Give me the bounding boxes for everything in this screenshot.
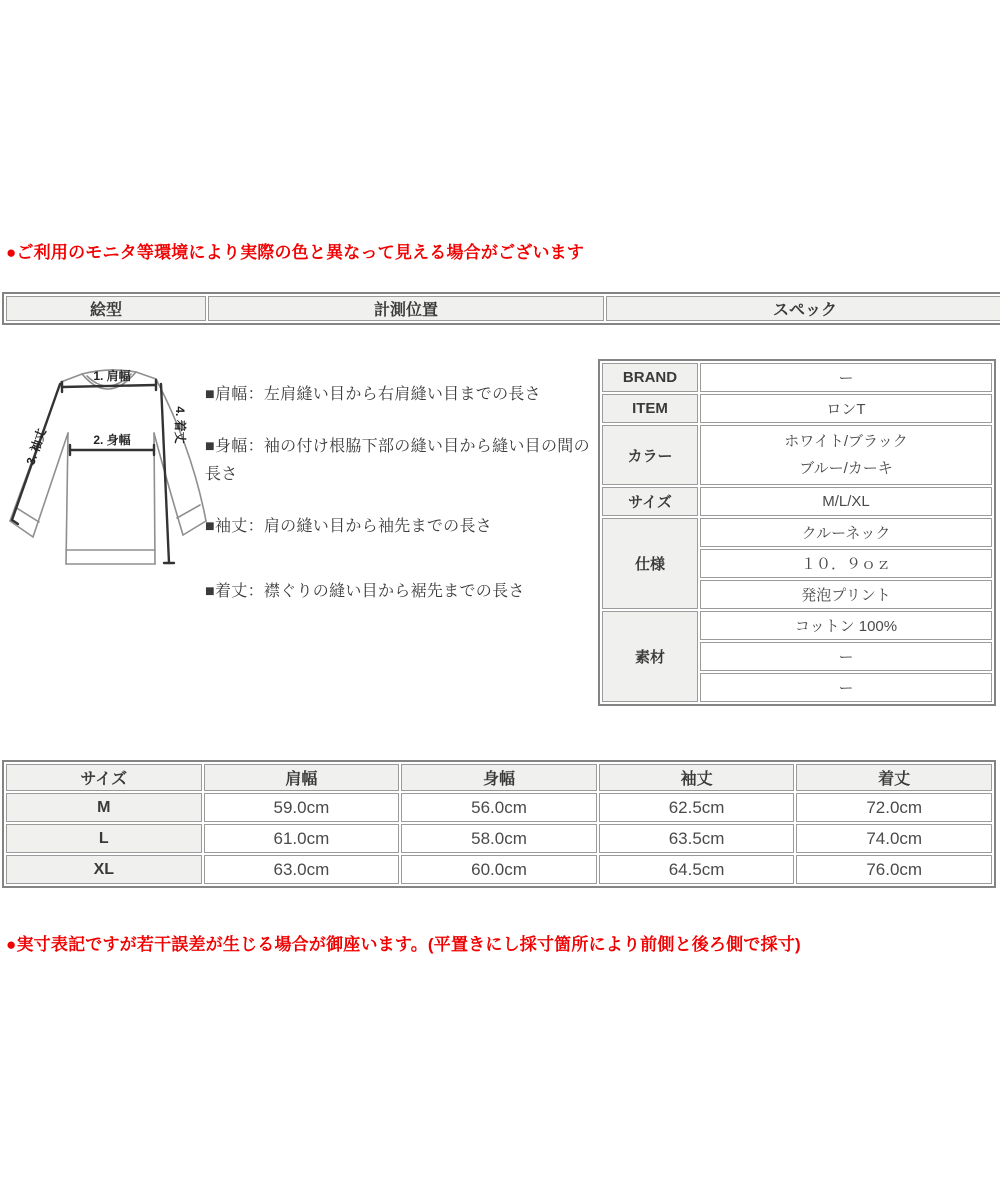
header-spec: スペック — [606, 296, 1000, 321]
spec-value-material-1: コットン 100% — [700, 611, 992, 640]
spec-value-material-2: ー — [700, 642, 992, 671]
column-header-table — [2, 292, 1000, 325]
spec-label-size: サイズ — [602, 487, 698, 516]
spec-label-brand: BRAND — [602, 363, 698, 392]
spec-label-item: ITEM — [602, 394, 698, 423]
spec-row-item — [602, 394, 992, 423]
spec-value-color — [700, 425, 992, 485]
spec-value-feature-3: 発泡プリント — [700, 580, 992, 609]
size-xl-body: 60.0cm — [401, 855, 597, 884]
label-garment-length: 4. 着丈 — [173, 406, 187, 444]
size-header-length: 着丈 — [796, 764, 992, 791]
size-row-xl — [6, 855, 992, 884]
shirt-outline — [10, 370, 206, 564]
shirt-measurement-diagram — [4, 353, 218, 583]
size-cell-xl: XL — [6, 855, 202, 884]
spec-row-feature-1 — [602, 518, 992, 547]
spec-row-material-1 — [602, 611, 992, 640]
note-sleeve-length: ■袖丈：肩の縫い目から袖先までの長さ — [205, 518, 493, 535]
spec-value-material-3: ー — [700, 673, 992, 702]
monitor-color-notice: ●ご利用のモニタ等環境により実際の色と異なって見える場合がございます — [6, 243, 585, 262]
spec-table — [598, 359, 996, 706]
spec-row-brand — [602, 363, 992, 392]
size-xl-length: 76.0cm — [796, 855, 992, 884]
spec-label-material: 素材 — [602, 611, 698, 702]
spec-label-feature: 仕様 — [602, 518, 698, 609]
label-shoulder-width: 1. 肩幅 — [93, 369, 131, 383]
size-row-m — [6, 793, 992, 822]
size-table — [2, 760, 996, 888]
size-m-shoulder: 59.0cm — [204, 793, 400, 822]
size-header-body: 身幅 — [401, 764, 597, 791]
measurement-lines — [12, 380, 174, 563]
spec-value-brand: ー — [700, 363, 992, 392]
size-header-size: サイズ — [6, 764, 202, 791]
size-xl-shoulder: 63.0cm — [204, 855, 400, 884]
spec-value-size: M/L/XL — [700, 487, 992, 516]
note-shoulder-width: ■肩幅：左肩縫い目から右肩縫い目までの長さ — [205, 386, 541, 403]
size-cell-m: M — [6, 793, 202, 822]
size-header-shoulder: 肩幅 — [204, 764, 400, 791]
size-table-header-row — [6, 764, 992, 791]
label-body-width: 2. 身幅 — [93, 433, 131, 447]
size-m-length: 72.0cm — [796, 793, 992, 822]
size-m-body: 56.0cm — [401, 793, 597, 822]
note-garment-length: ■着丈：襟ぐりの縫い目から裾先までの長さ — [205, 583, 525, 600]
size-cell-l: L — [6, 824, 202, 853]
label-sleeve-length: 3. 袖丈 — [23, 426, 49, 467]
spec-color-line2: ブルー/カーキ — [799, 460, 893, 477]
measurement-tolerance-notice: ●実寸表記ですが若干誤差が生じる場合が御座います。(平置きにし採寸箇所により前側と後ろ側で採寸) — [6, 935, 801, 954]
header-illustration: 絵型 — [6, 296, 206, 321]
spec-color-line1: ホワイト/ブラック — [784, 433, 908, 450]
spec-value-item: ロンT — [700, 394, 992, 423]
spec-row-size — [602, 487, 992, 516]
size-l-sleeve: 63.5cm — [599, 824, 795, 853]
size-l-length: 74.0cm — [796, 824, 992, 853]
spec-value-feature-1: クルーネック — [700, 518, 992, 547]
spec-row-color — [602, 425, 992, 485]
column-header-row — [6, 296, 1000, 321]
note-body-width: ■身幅：袖の付け根脇下部の縫い目から縫い目の間の長さ — [205, 438, 590, 483]
header-measure-position: 計測位置 — [208, 296, 604, 321]
size-m-sleeve: 62.5cm — [599, 793, 795, 822]
size-row-l — [6, 824, 992, 853]
size-l-body: 58.0cm — [401, 824, 597, 853]
size-xl-sleeve: 64.5cm — [599, 855, 795, 884]
size-header-sleeve: 袖丈 — [599, 764, 795, 791]
spec-label-color: カラー — [602, 425, 698, 485]
size-l-shoulder: 61.0cm — [204, 824, 400, 853]
spec-value-feature-2: １０．９ｏｚ — [700, 549, 992, 578]
